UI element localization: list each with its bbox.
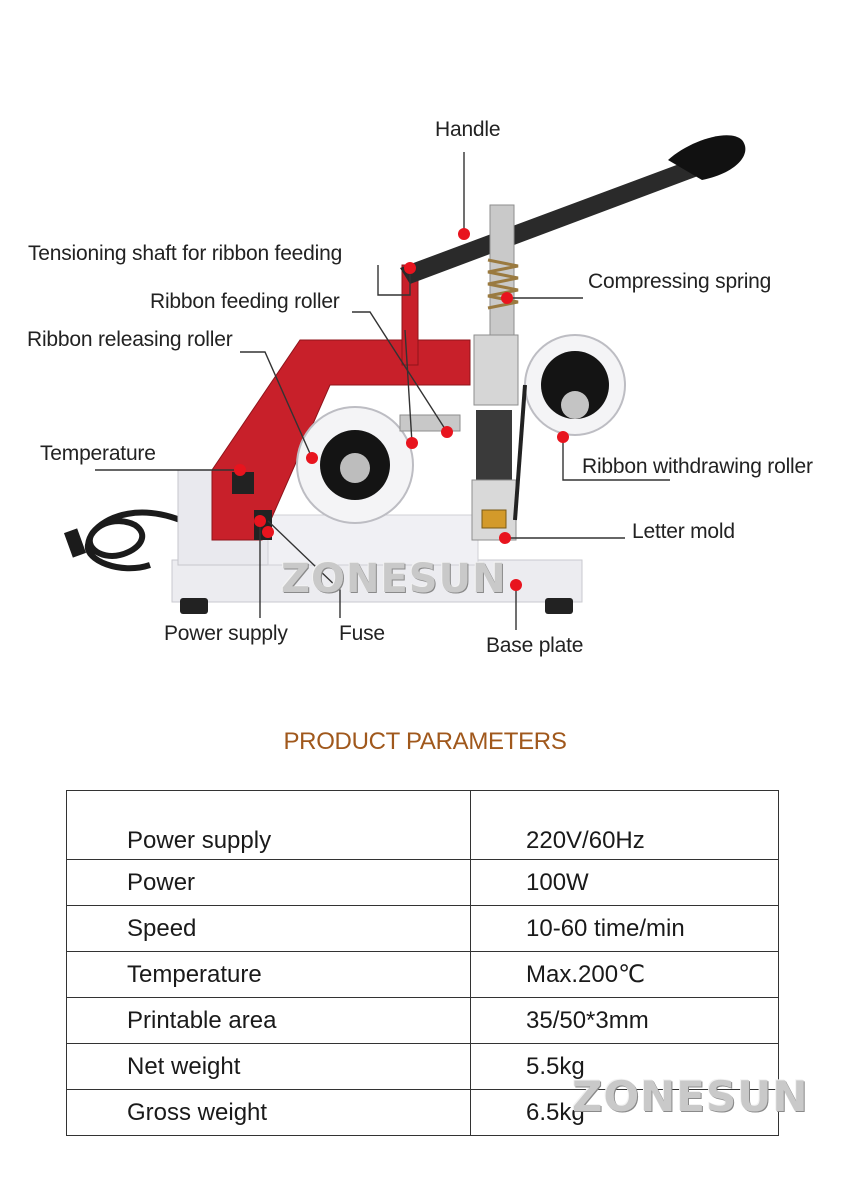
callout-ribbon-feeding-roller: Ribbon feeding roller <box>150 290 340 313</box>
table-row <box>67 860 779 906</box>
param-name: Temperature <box>67 952 471 998</box>
callout-compressing-spring: Compressing spring <box>588 270 772 293</box>
param-name: Gross weight <box>67 1090 471 1136</box>
callout-ribbon-releasing-roller: Ribbon releasing roller <box>27 328 233 351</box>
param-value: 35/50*3mm <box>471 998 779 1044</box>
param-value: 220V/60Hz <box>471 791 779 860</box>
param-name: Power <box>67 860 471 906</box>
callout-handle: Handle <box>435 118 501 141</box>
callout-power-supply: Power supply <box>164 622 288 645</box>
table-row <box>67 998 779 1044</box>
table-row <box>67 791 779 860</box>
param-name: Net weight <box>67 1044 471 1090</box>
param-value: Max.200℃ <box>471 952 779 998</box>
callout-tensioning-shaft: Tensioning shaft for ribbon feeding <box>28 242 343 265</box>
callout-ribbon-withdrawing-roller: Ribbon withdrawing roller <box>582 455 813 478</box>
callout-temperature: Temperature <box>40 442 156 465</box>
param-name: Speed <box>67 906 471 952</box>
param-value: 10-60 time/min <box>471 906 779 952</box>
param-name: Printable area <box>67 998 471 1044</box>
callout-base-plate: Base plate <box>486 634 584 657</box>
table-row <box>67 952 779 998</box>
callout-letter-mold: Letter mold <box>632 520 735 543</box>
callout-fuse: Fuse <box>339 622 385 645</box>
watermark-logo-bottom: ZONESUN <box>572 1072 809 1121</box>
section-title: PRODUCT PARAMETERS <box>283 728 567 755</box>
watermark-logo: ZONESUN <box>281 556 507 602</box>
param-value: 5.5kg <box>471 1044 779 1090</box>
table-row <box>67 906 779 952</box>
param-value: 6.5kg <box>471 1090 779 1136</box>
param-name: Power supply <box>67 791 471 860</box>
param-value: 100W <box>471 860 779 906</box>
